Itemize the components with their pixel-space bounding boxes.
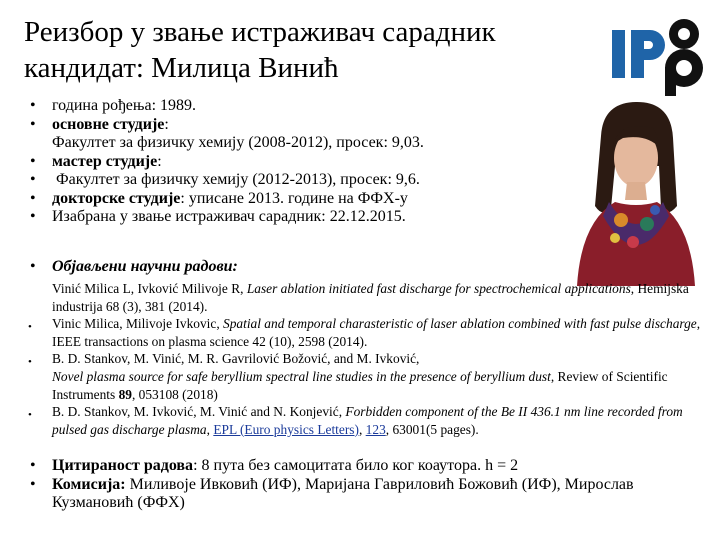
elected-item: • Изабрана у звање истраживач сарадник: 22.12.2015. [30, 208, 406, 225]
publication-item: • Vinic Milica, Milivoje Ivkovic, Spatial and temporal charasteristic of laser ablation combined with fast pulse discharge, IEEE transactions on plasma science 42 (10), 2598 (2014). [28, 316, 701, 349]
basic-studies-detail: Факултет за физичку хемију (2008-2012), просек: 9,03. [52, 134, 424, 151]
ipb-logo [612, 12, 712, 96]
master-studies-item: • мастер студије: [30, 152, 162, 170]
summary-list [30, 457, 690, 513]
title-line-2: кандидат: Милица Винић [24, 52, 339, 84]
birth-year-item: • година рођења: 1989. [30, 97, 197, 114]
master-studies-detail: • Факултет за физичку хемију (2012-2013), просек: 9,6. [30, 171, 420, 188]
pubs-header-list [30, 258, 238, 277]
volume-link[interactable]: 123 [365, 421, 386, 437]
publication-item: • B. D. Stankov, M. Ivković, M. Vinić and N. Konjević, Forbidden component of the Be II 436.1 nm line recorded from pulsed gas discharge plasma, EPL (Euro physics Letters), 123, 63001(5 pages). [28, 404, 683, 437]
citations-item: • Цитираност радова: 8 пута без самоцитата било ког коаутора. h = 2 [30, 457, 519, 474]
committee-item: • Комисија: Миливоје Ивковић (ИФ), Маријана Гавриловић Божовић (ИФ), Мирослав Кузмановић (ФФХ) [30, 475, 634, 511]
title-line-1: Реизбор у звање истраживач сарадник [24, 16, 496, 48]
publications-list [30, 280, 702, 438]
slide-title [24, 14, 584, 86]
publication-item: Vinić Milica L, Ivković Milivoje R, Laser ablation initiated fast discharge for spectrochemical applications, Hemijska industrija 68 (3), 381 (2014). [52, 281, 689, 314]
candidate-photo [563, 96, 708, 286]
phd-studies-item: • докторске студије: уписане 2013. године на ФФХ-у [30, 189, 408, 207]
pubs-header: • Објављени научни радови: [30, 258, 238, 275]
journal-link[interactable]: EPL (Euro physics Letters) [213, 421, 359, 437]
basic-studies-item: • основне студије: [30, 115, 169, 133]
bio-list [30, 97, 424, 227]
publication-item: • B. D. Stankov, M. Vinić, M. R. Gavrilović Božović, and M. Ivković, Novel plasma source for safe beryllium spectral line studies in the presence of beryllium dust, Review of Scientific Instruments 89, 053108 (2018) [28, 351, 668, 402]
